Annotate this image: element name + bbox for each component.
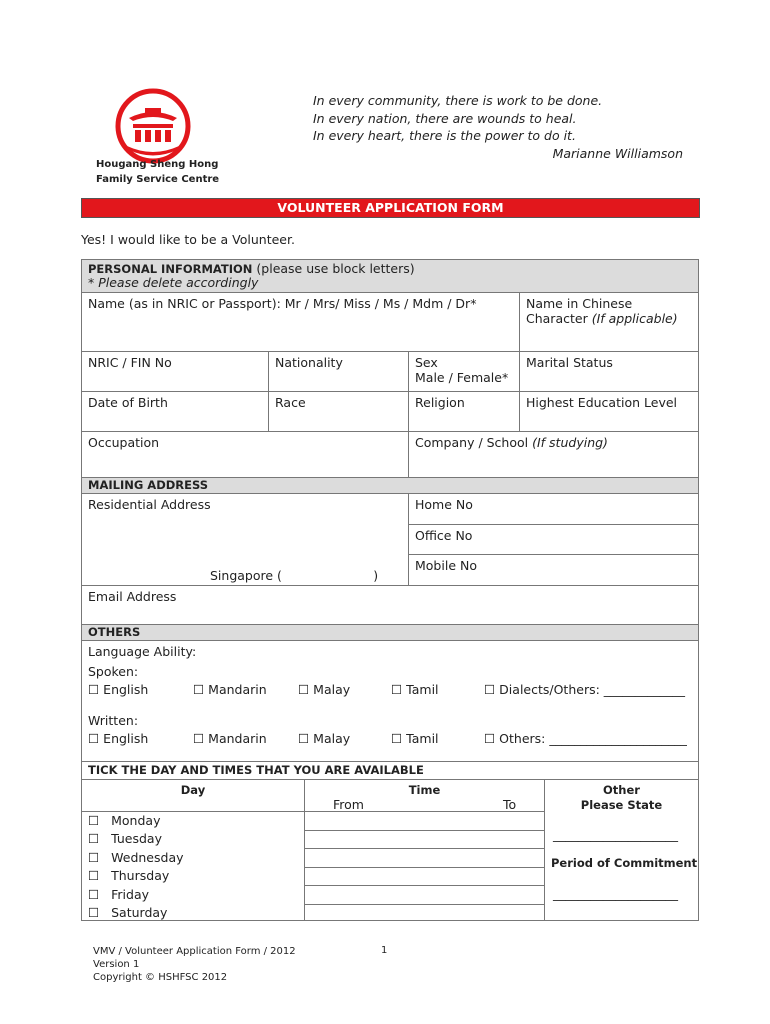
written-option-english[interactable]: ☐ English xyxy=(88,731,149,746)
day-header: Day xyxy=(180,783,206,797)
company-field[interactable] xyxy=(408,431,698,477)
quote-line-3: In every heart, there is the power to do it. xyxy=(313,128,576,143)
sex-options: Male / Female* xyxy=(415,370,509,385)
others-heading: OTHERS xyxy=(82,625,698,640)
time-header: Time xyxy=(408,783,441,797)
personal-info-heading-note: (please use block letters) xyxy=(256,261,415,276)
availability-heading: TICK THE DAY AND TIMES THAT YOU ARE AVAILABLE xyxy=(88,763,424,777)
residential-address-field[interactable] xyxy=(82,493,408,585)
home-no-field[interactable] xyxy=(408,493,698,524)
time-row-thursday[interactable] xyxy=(304,867,544,886)
org-name-line1: Hougang Sheng Hong xyxy=(96,159,219,170)
occupation-label: Occupation xyxy=(88,435,160,450)
singapore-postal-label: Singapore ( ) xyxy=(210,568,379,583)
day-divider xyxy=(82,811,304,812)
spoken-option-mandarin[interactable]: ☐ Mandarin xyxy=(193,682,267,697)
to-header: To xyxy=(503,797,517,812)
personal-info-section xyxy=(81,259,699,478)
spoken-label: Spoken: xyxy=(88,664,139,679)
mobile-no-field[interactable] xyxy=(408,554,698,585)
chinese-name-field[interactable] xyxy=(519,292,698,351)
period-of-commitment-label: Period of Commitment xyxy=(551,856,698,870)
time-row-wednesday[interactable] xyxy=(304,848,544,867)
race-label: Race xyxy=(275,395,306,410)
home-no-label: Home No xyxy=(415,497,473,512)
occupation-field[interactable] xyxy=(82,431,408,477)
mailing-address-section xyxy=(81,477,699,625)
dob-field[interactable] xyxy=(82,391,268,431)
chinese-name-label: Name in Chinese xyxy=(526,296,633,311)
other-column xyxy=(544,779,698,920)
quote-line-2: In every nation, there are wounds to heal. xyxy=(313,110,577,126)
religion-label: Religion xyxy=(415,395,465,410)
education-field[interactable] xyxy=(519,391,698,431)
org-name xyxy=(96,157,219,187)
company-note: (If studying) xyxy=(532,435,608,450)
nric-field[interactable] xyxy=(82,351,268,391)
marital-field[interactable] xyxy=(519,351,698,391)
nationality-field[interactable] xyxy=(268,351,408,391)
written-option-others[interactable]: ☐ Others: ______________________ xyxy=(484,731,687,746)
spoken-option-tamil[interactable]: ☐ Tamil xyxy=(391,682,439,697)
org-name-line2: Family Service Centre xyxy=(96,174,220,185)
race-field[interactable] xyxy=(268,391,408,431)
day-friday[interactable]: ☐ Friday xyxy=(88,887,150,902)
time-header-cell xyxy=(304,779,544,811)
quote-line-1: In every community, there is work to be done. xyxy=(313,93,603,108)
company-label: Company / School xyxy=(415,435,529,450)
org-logo xyxy=(115,88,191,164)
time-row-friday[interactable] xyxy=(304,885,544,904)
day-monday[interactable]: ☐ Monday xyxy=(88,813,161,828)
time-row-saturday[interactable] xyxy=(304,904,544,921)
spoken-option-english[interactable]: ☐ English xyxy=(88,682,149,697)
page-number: 1 xyxy=(381,945,388,956)
spoken-option-malay[interactable]: ☐ Malay xyxy=(298,682,351,697)
intro-text: Yes! I would like to be a Volunteer. xyxy=(81,232,295,247)
education-label: Highest Education Level xyxy=(526,395,678,410)
from-header: From xyxy=(333,797,364,812)
day-thursday[interactable]: ☐ Thursday xyxy=(88,868,170,883)
time-row-monday[interactable] xyxy=(304,811,544,830)
language-label: Language Ability: xyxy=(88,644,197,659)
office-no-field[interactable] xyxy=(408,524,698,554)
delete-note: * Please delete accordingly xyxy=(88,275,259,290)
marital-label: Marital Status xyxy=(526,355,613,370)
chinese-name-label-2: Character xyxy=(526,311,588,326)
day-wednesday[interactable]: ☐ Wednesday xyxy=(88,850,184,865)
footer-form-ref: VMV / Volunteer Application Form / 2012 xyxy=(93,946,296,957)
residential-label: Residential Address xyxy=(88,497,211,512)
sex-label: Sex xyxy=(415,355,438,370)
please-state-header: Please State xyxy=(580,798,663,812)
name-label: Name (as in NRIC or Passport): Mr / Mrs/ Miss / Ms / Mdm / Dr* xyxy=(88,296,477,311)
mobile-no-label: Mobile No xyxy=(415,558,477,573)
written-option-tamil[interactable]: ☐ Tamil xyxy=(391,731,439,746)
availability-section xyxy=(81,761,699,921)
nric-label: NRIC / FIN No xyxy=(88,355,172,370)
nationality-label: Nationality xyxy=(275,355,343,370)
written-option-malay[interactable]: ☐ Malay xyxy=(298,731,351,746)
form-title: VOLUNTEER APPLICATION FORM xyxy=(81,198,700,218)
email-field[interactable] xyxy=(82,585,698,624)
personal-info-header xyxy=(82,260,698,292)
written-option-mandarin[interactable]: ☐ Mandarin xyxy=(193,731,267,746)
mailing-heading: MAILING ADDRESS xyxy=(82,478,698,493)
sex-field[interactable] xyxy=(408,351,519,391)
commitment-blank-line[interactable]: ____________________ xyxy=(553,886,678,901)
day-saturday[interactable]: ☐ Saturday xyxy=(88,905,168,920)
chinese-name-note: (If applicable) xyxy=(591,311,678,326)
email-label: Email Address xyxy=(88,589,177,604)
quote-author: Marianne Williamson xyxy=(552,145,683,161)
footer-copyright: Copyright © HSHFSC 2012 xyxy=(93,972,228,983)
dob-label: Date of Birth xyxy=(88,395,168,410)
quote-block xyxy=(313,92,693,162)
day-tuesday[interactable]: ☐ Tuesday xyxy=(88,831,162,846)
other-header: Other xyxy=(603,783,640,797)
spoken-option-others[interactable]: ☐ Dialects/Others: _____________ xyxy=(484,682,686,697)
footer-version: Version 1 xyxy=(93,959,140,970)
written-label: Written: xyxy=(88,713,139,728)
personal-info-heading: PERSONAL INFORMATION xyxy=(88,262,253,276)
name-field[interactable] xyxy=(82,292,519,351)
office-no-label: Office No xyxy=(415,528,473,543)
footer xyxy=(93,945,296,984)
time-row-tuesday[interactable] xyxy=(304,830,544,849)
religion-field[interactable] xyxy=(408,391,519,431)
other-blank-line[interactable]: ____________________ xyxy=(553,827,678,842)
